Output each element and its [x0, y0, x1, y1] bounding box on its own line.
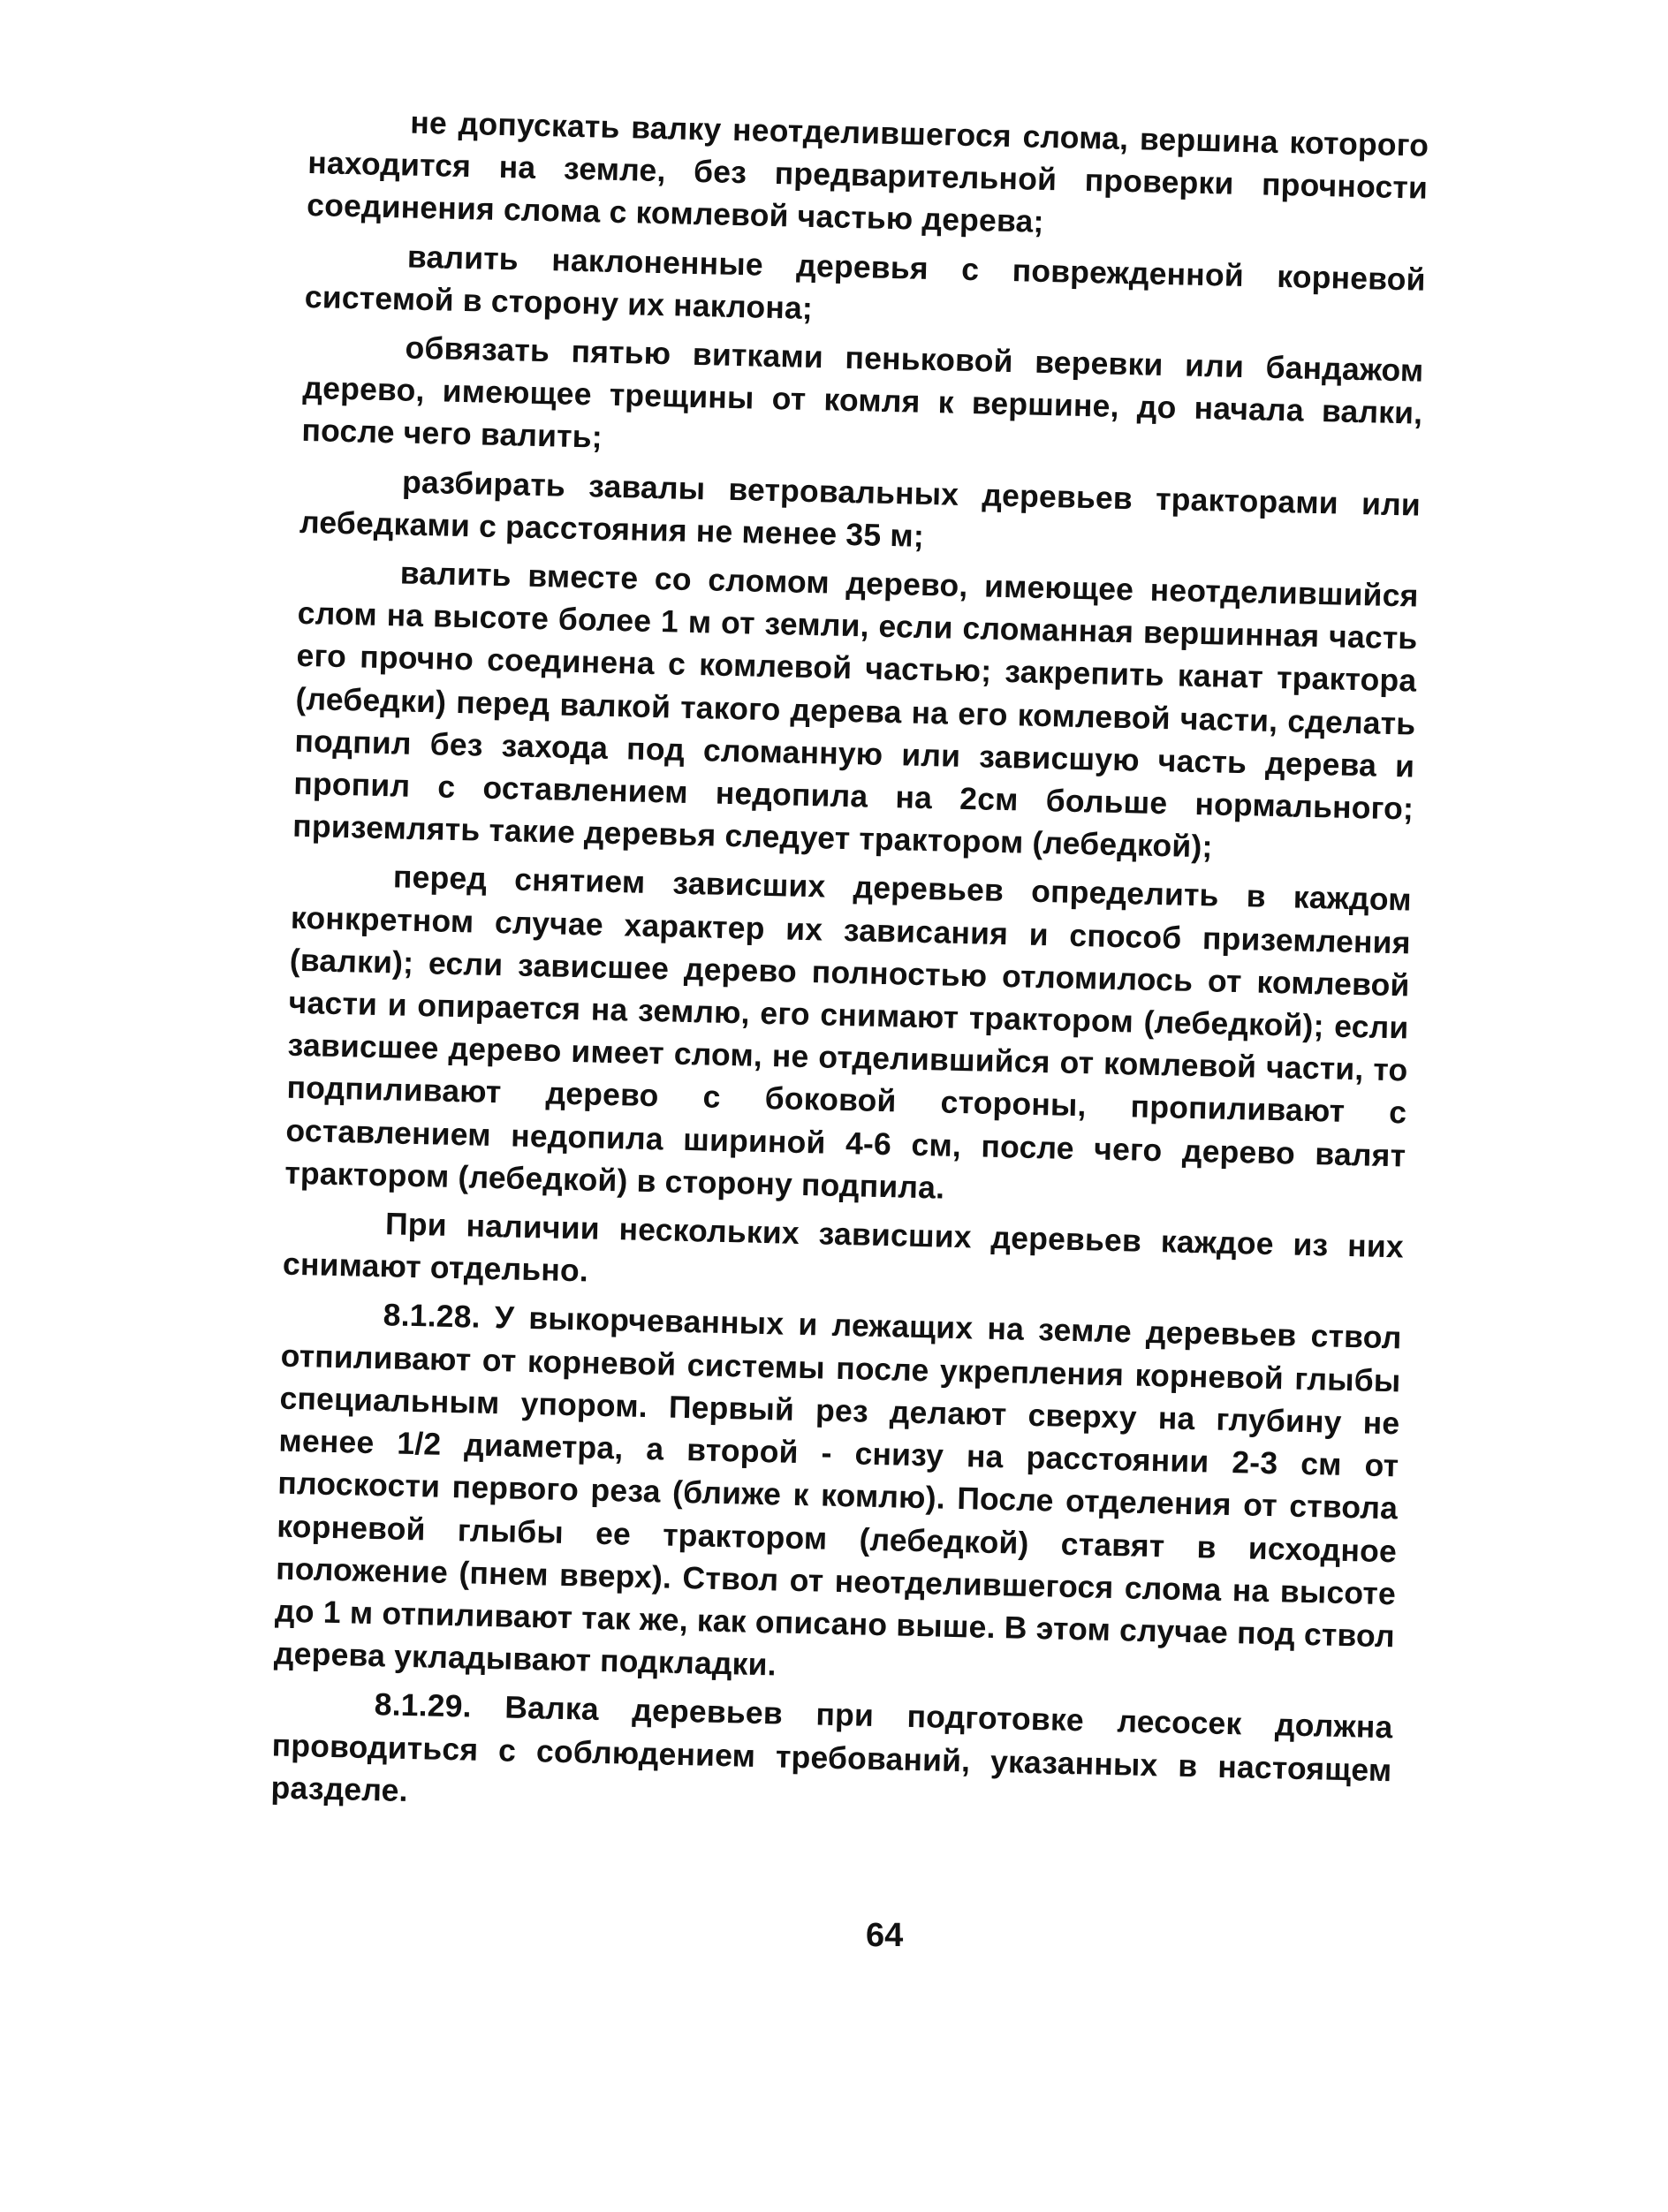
paragraph-7: При наличии нескольких зависших деревьев каждое из них снимают отдельно. [282, 1206, 1405, 1289]
paragraph-8-1-28: 8.1.28. У выкорчеванных и лежащих на земле деревьев ствол отпиливают от корневой системы после укрепления корневой глыбы специальным упором. Первый рез делают сверху на глубину не менее 1/2 диаметра, а второй - снизу на расстоянии 2-3 см от плоскости первого реза (ближе к комлю). После отделения от ствола корневой глыбы ее трактором (лебедкой) ставят в исходное положение (пнем вверх). Ствол от неотделившегося слома на высоте до 1 м отпиливают так же, как описано выше. В этом случае под ствол дерева укладывают подкладки. [273, 1297, 1402, 1683]
page-number: 64 [866, 1917, 904, 1954]
paragraph-2: валить наклоненные деревья с поврежденной корневой системой в сторону их наклона; [304, 239, 1427, 326]
paragraph-1: не допускать валку неотделившегося слома, вершина которого находится на земле, без предварительной проверки прочности соединения слома с комлевой частью дерева; [306, 104, 1429, 240]
paragraph-8-1-29: 8.1.29. Валка деревьев при подготовке лесосек должна проводиться с соблюдением требований, указанных в настоящем разделе. [270, 1686, 1393, 1808]
paragraph-3: обвязать пятью витками пеньковой веревки или бандажом дерево, имеющее трещины от комля к вершине, до начала валки, после чего валить; [301, 330, 1424, 456]
paragraph-6: перед снятием зависших деревьев определить в каждом конкретном случае характер их зависания и способ приземления (валки); если зависшее дерево полностью отломилось от комлевой части и опирается на землю, его снимают трактором (лебедкой); если зависшее дерево имеет слом, не отделившийся от комлевой части, то подпиливают дерево с боковой стороны, пропиливают с оставлением недопила шириной 4-6 см, после чего дерево валят трактором (лебедкой) в сторону подпила. [284, 859, 1413, 1206]
page-text-block [270, 99, 1429, 1840]
paragraph-4: разбирать завалы ветровальных деревьев тракторами или лебедками с расстояния не менее 35 м; [299, 464, 1422, 554]
paragraph-5: валить вместе со сломом дерево, имеющее неотделившийся слом на высоте более 1 м от земли, если сломанная вершинная часть его прочно соединена с комлевой частью; закрепить канат трактора (лебедки) перед валкой такого дерева на его комлевой части, сделать подпил без захода под сломанную или зависшую часть дерева и пропил с оставлением недопила на 2см больше нормального; приземлять такие деревья следует трактором (лебедкой); [292, 555, 1420, 865]
